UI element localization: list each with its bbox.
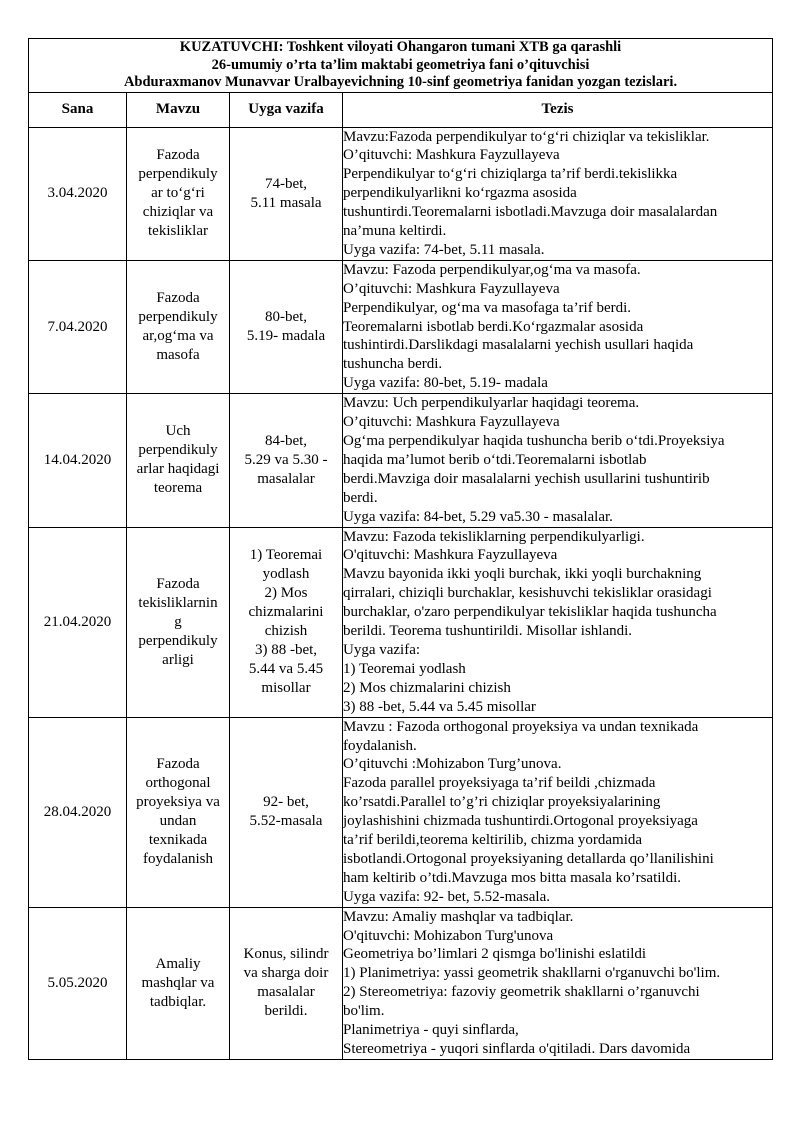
date-cell: 5.05.2020 [29, 907, 127, 1059]
homework-line: misollar [261, 680, 311, 697]
topic-line: undan [159, 813, 197, 830]
column-header-topic: Mavzu [127, 92, 230, 127]
homework-cell [230, 127, 343, 260]
header-line: 26-umumiy o’rta ta’lim maktabi geometriya fani o’qituvchisi [211, 56, 590, 73]
homework-line: 80-bet, [264, 309, 308, 326]
topic-line: mashqlar va [141, 974, 215, 991]
thesis-line: Uyga vazifa: 74-bet, 5.11 masala. [343, 241, 545, 258]
homework-line: 5.44 va 5.45 [248, 661, 324, 678]
thesis-line: Fazoda parallel proyeksiyaga ta’rif beildi ,chizmada [343, 775, 656, 792]
thesis-line: 3) 88 -bet, 5.44 va 5.45 misollar [343, 698, 536, 715]
topic-line: foydalanish [143, 851, 213, 868]
homework-line: 5.29 va 5.30 - [244, 451, 328, 468]
homework-line: chizmalarini [248, 604, 324, 621]
column-header-homework: Uyga vazifa [230, 92, 343, 127]
date-cell: 3.04.2020 [29, 127, 127, 260]
topic-line: texnikada [148, 832, 208, 849]
column-header-thesis: Tezis [343, 92, 773, 127]
thesis-line: 1) Teoremai yodlash [343, 660, 466, 677]
thesis-line: Mavzu: Fazoda tekisliklarning perpendikulyarligi. [343, 528, 645, 545]
topic-cell [127, 260, 230, 393]
homework-line: Konus, silindr [243, 946, 329, 963]
thesis-line: Perpendikulyar, og‘ma va masofaga ta’rif berdi. [343, 299, 632, 316]
header-line: Abduraxmanov Munavvar Uralbayevichning 10-sinf geometriya fanidan yozgan tezislari. [123, 74, 678, 90]
thesis-line: O’qituvchi :Mohizabon Turg’unova. [343, 756, 562, 773]
thesis-line: burchaklar, o'zaro perpendikulyar tekisliklar haqida tushuncha [343, 604, 717, 621]
thesis-line: berildi. Teorema tushuntirildi. Misollar ishlandi. [343, 623, 633, 640]
topic-line: arligi [162, 651, 194, 668]
topic-line: Uch [165, 423, 191, 440]
topic-line: teorema [153, 480, 203, 497]
thesis-line: ko’rsatdi.Parallel to’g’ri chiziqlar proyeksiyalarining [343, 794, 661, 811]
thesis-line: tushuncha berdi. [343, 356, 443, 373]
topic-line: proyeksiya va [136, 794, 220, 811]
thesis-cell [343, 907, 773, 1059]
thesis-line: Uyga vazifa: [343, 641, 421, 658]
thesis-line: Geometriya bo’limlari 2 qismga bo'linishi eslatildi [343, 946, 647, 963]
homework-line: va sharga doir [243, 965, 329, 982]
thesis-line: Planimetriya - quyi sinflarda, [343, 1022, 519, 1039]
thesis-cell [343, 527, 773, 717]
topic-line: perpendikuly [138, 309, 218, 326]
homework-cell [230, 527, 343, 717]
document-header [29, 39, 773, 93]
topic-line: tekisliklar [148, 223, 208, 240]
thesis-line: joylashishini chizmada tushuntirdi.Ortogonal proyeksiyaga [343, 813, 698, 830]
topic-cell [127, 717, 230, 907]
thesis-cell [343, 127, 773, 260]
thesis-line: O'qituvchi: Mashkura Fayzullayeva [343, 547, 558, 564]
table-row [29, 394, 773, 527]
date-cell: 14.04.2020 [29, 394, 127, 527]
thesis-line: berdi. [343, 489, 378, 506]
thesis-line: ta’rif berildi,teorema keltirilib, chizma yordamida [343, 832, 643, 849]
homework-line: 74-bet, [264, 175, 308, 192]
homework-cell [230, 907, 343, 1059]
thesis-line: Mavzu: Amaliy mashqlar va tadbiqlar. [343, 908, 574, 925]
thesis-line: tushintirdi.Darslikdagi masalalarni yechish usullari haqida [343, 337, 694, 354]
topic-line: chiziqlar va [142, 204, 214, 221]
thesis-line: bo'lim. [343, 1003, 385, 1020]
thesis-line: Mavzu : Fazoda orthogonal proyeksiya va undan texnikada [343, 718, 699, 735]
header-line: KUZATUVCHI: Toshkent viloyati Ohangaron tumani XTB ga qarashli [179, 39, 622, 55]
thesis-line: ham keltirib o’tdi.Mavzuga mos bitta masala ko’rsatildi. [343, 869, 681, 886]
table-row [29, 127, 773, 260]
date-cell: 28.04.2020 [29, 717, 127, 907]
thesis-line: isbotlandi.Ortogonal proyeksiyaning detallarda qo’llanilishini [343, 850, 714, 867]
homework-line: 1) Teoremai [249, 547, 323, 564]
thesis-line: Mavzu: Fazoda perpendikulyar,og‘ma va masofa. [343, 261, 641, 278]
topic-line: Fazoda [156, 575, 200, 592]
date-cell: 7.04.2020 [29, 260, 127, 393]
topic-line: g [174, 613, 182, 630]
topic-line: ar to‘g‘ri [151, 185, 205, 202]
topic-line: Fazoda [156, 147, 200, 164]
thesis-line: 2) Stereometriya: fazoviy geometrik shakllarni o’rganuvchi [343, 984, 700, 1001]
topic-line: Amaliy [155, 955, 201, 972]
homework-line: 3) 88 -bet, [254, 642, 318, 659]
table-row [29, 907, 773, 1059]
thesis-line: Uyga vazifa: 80-bet, 5.19- madala [343, 375, 548, 392]
thesis-line: perpendikulyarlikni ko‘rgazma asosida [343, 185, 577, 202]
thesis-line: haqida ma’lumot berib o‘tdi.Teoremalarni isbotlab [343, 451, 647, 468]
column-header-date: Sana [29, 92, 127, 127]
topic-cell [127, 394, 230, 527]
topic-line: perpendikuly [138, 632, 218, 649]
thesis-table [28, 38, 773, 1060]
thesis-line: na’muna keltirdi. [343, 223, 447, 240]
thesis-line: Teoremalarni isbotlab berdi.Ko‘rgazmalar asosida [343, 318, 644, 335]
thesis-line: qirralari, chiziqli burchaklar, kesishuvchi tekisliklar orasidagi [343, 585, 712, 602]
topic-line: Fazoda [156, 290, 200, 307]
thesis-line: Stereometriya - yuqori sinflarda o'qitiladi. Dars davomida [343, 1041, 691, 1057]
thesis-line: O’qituvchi: Mashkura Fayzullayeva [343, 280, 560, 297]
homework-cell [230, 394, 343, 527]
thesis-line: O’qituvchi: Mashkura Fayzullayeva [343, 147, 560, 164]
topic-line: perpendikuly [138, 442, 218, 459]
topic-cell [127, 527, 230, 717]
topic-line: perpendikuly [138, 166, 218, 183]
thesis-line: Uyga vazifa: 84-bet, 5.29 va5.30 - masalalar. [343, 508, 613, 525]
topic-line: ar,og‘ma va [142, 328, 214, 345]
thesis-line: O'qituvchi: Mohizabon Turg'unova [343, 927, 554, 944]
homework-line: yodlash [262, 566, 310, 583]
topic-cell [127, 127, 230, 260]
thesis-line: 2) Mos chizmalarini chizish [343, 679, 511, 696]
homework-cell [230, 717, 343, 907]
thesis-line: Perpendikulyar to‘g‘ri chiziqlarga ta’rif berdi.tekislikka [343, 166, 678, 183]
homework-line: masalalar [257, 470, 315, 487]
table-row [29, 527, 773, 717]
homework-line: berildi. [264, 1003, 308, 1020]
thesis-line: O’qituvchi: Mashkura Fayzullayeva [343, 414, 560, 431]
homework-line: masalalar [257, 984, 315, 1001]
thesis-line: tushuntirdi.Teoremalarni isbotladi.Mavzuga doir masalalardan [343, 204, 718, 221]
thesis-cell [343, 717, 773, 907]
homework-line: 92- bet, [263, 794, 309, 811]
thesis-cell [343, 260, 773, 393]
column-header-row [29, 92, 773, 127]
thesis-line: Mavzu:Fazoda perpendikulyar to‘g‘ri chiziqlar va tekisliklar. [343, 128, 710, 145]
thesis-line: Uyga vazifa: 92- bet, 5.52-masala. [343, 888, 551, 905]
topic-line: orthogonal [145, 775, 211, 792]
topic-line: Fazoda [156, 756, 200, 773]
homework-line: 2) Mos [264, 585, 308, 602]
thesis-line: foydalanish. [343, 737, 417, 754]
homework-line: chizish [264, 623, 308, 640]
topic-line: tadbiqlar. [149, 993, 207, 1010]
homework-line: 84-bet, [264, 432, 308, 449]
date-cell: 21.04.2020 [29, 527, 127, 717]
topic-line: arlar haqidagi [136, 461, 220, 478]
topic-cell [127, 907, 230, 1059]
table-row [29, 260, 773, 393]
homework-line: 5.11 masala [250, 194, 322, 211]
table-row [29, 717, 773, 907]
thesis-line: Mavzu bayonida ikki yoqli burchak, ikki yoqli burchakning [343, 566, 702, 583]
topic-line: masofa [156, 347, 200, 364]
document-header-row [29, 39, 773, 93]
thesis-line: berdi.Mavziga doir masalalarni yechish usullarini tushuntirib [343, 470, 710, 487]
homework-line: 5.19- madala [246, 328, 326, 345]
topic-line: tekisliklarnin [138, 594, 218, 611]
homework-line: 5.52-masala [249, 813, 323, 830]
thesis-line: 1) Planimetriya: yassi geometrik shakllarni o'rganuvchi bo'lim. [343, 965, 721, 982]
thesis-line: Og‘ma perpendikulyar haqida tushuncha berib o‘tdi.Proyeksiya [343, 433, 725, 449]
thesis-cell [343, 394, 773, 527]
homework-cell [230, 260, 343, 393]
thesis-line: Mavzu: Uch perpendikulyarlar haqidagi teorema. [343, 395, 640, 412]
